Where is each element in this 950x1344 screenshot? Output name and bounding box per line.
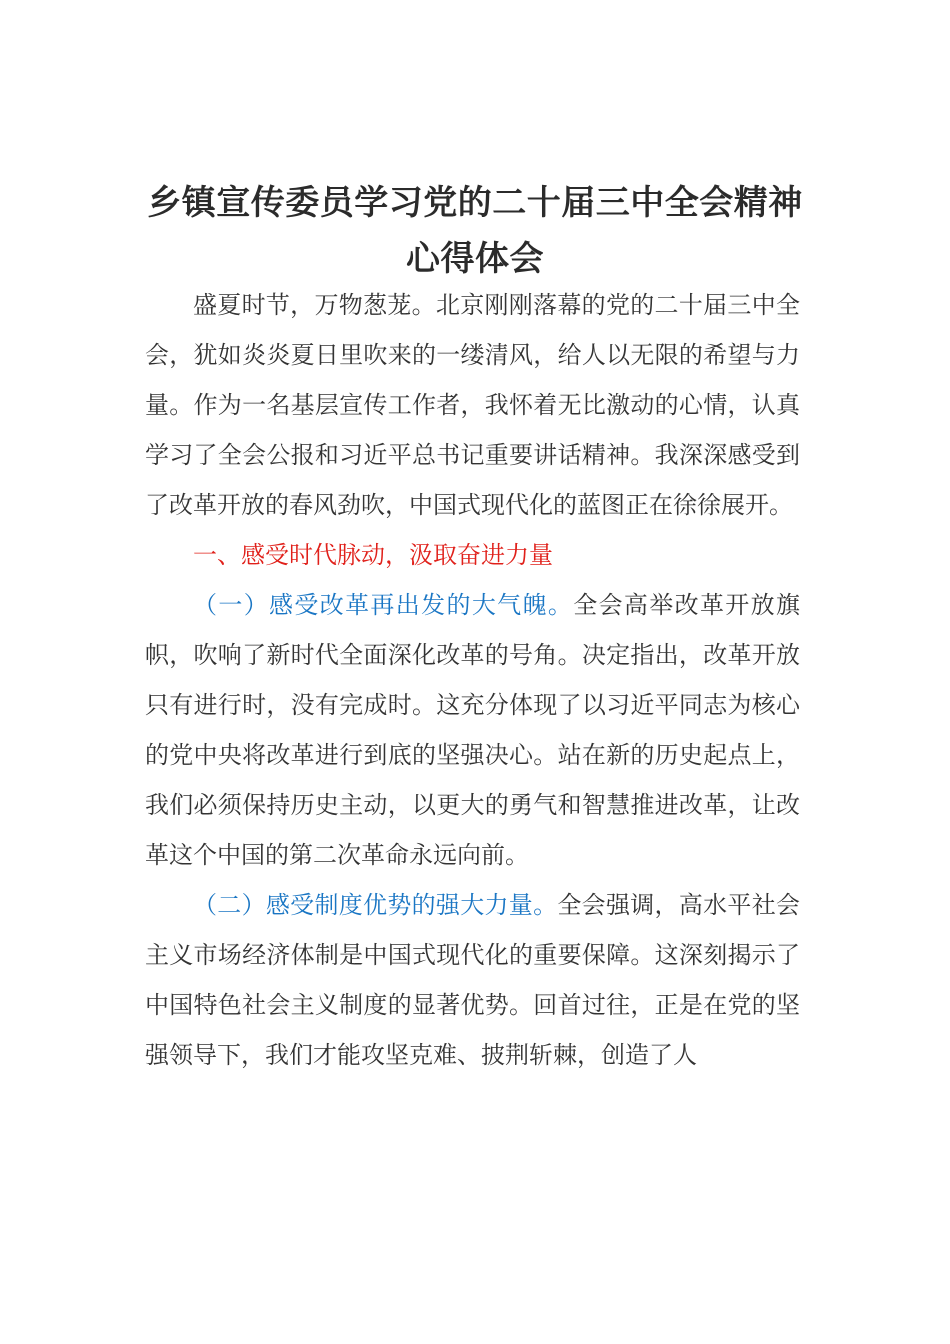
title-line-1: 乡镇宣传委员学习党的二十届三中全会精神 <box>147 182 803 223</box>
section-1-heading: 一、感受时代脉动，汲取奋进力量 <box>193 541 553 569</box>
subsection-2-paragraph <box>145 880 800 1080</box>
document-title <box>100 175 850 287</box>
intro-paragraph: 盛夏时节，万物葱茏。北京刚刚落幕的党的二十届三中全会，犹如炎炎夏日里吹来的一缕清风，给人以无限的希望与力量。作为一名基层宣传工作者，我怀着无比激动的心情，认真学习了全会公报和习近平总书记重要讲话精神。我深深感受到了改革开放的春风劲吹，中国式现代化的蓝图正在徐徐展开。 <box>145 291 800 519</box>
subsection-1-text: 全会高举改革开放旗帜，吹响了新时代全面深化改革的号角。决定指出，改革开放只有进行时，没有完成时。这充分体现了以习近平同志为核心的党中央将改革进行到底的坚强决心。站在新的历史起点上，我们必须保持历史主动，以更大的勇气和智慧推进改革，让改革这个中国的第二次革命永远向前。 <box>145 591 801 869</box>
subsection-2-heading: （二）感受制度优势的强大力量。 <box>193 891 558 919</box>
document-body <box>145 280 800 1080</box>
subsection-1-heading: （一）感受改革再出发的大气魄。 <box>193 591 574 619</box>
title-line-2: 心得体会 <box>406 238 544 279</box>
subsection-1-paragraph <box>145 580 800 880</box>
subsection-2-text: 全会强调，高水平社会主义市场经济体制是中国式现代化的重要保障。这深刻揭示了中国特色社会主义制度的显著优势。回首过往，正是在党的坚强领导下，我们才能攻坚克难、披荆斩棘，创造了人 <box>145 891 800 1069</box>
